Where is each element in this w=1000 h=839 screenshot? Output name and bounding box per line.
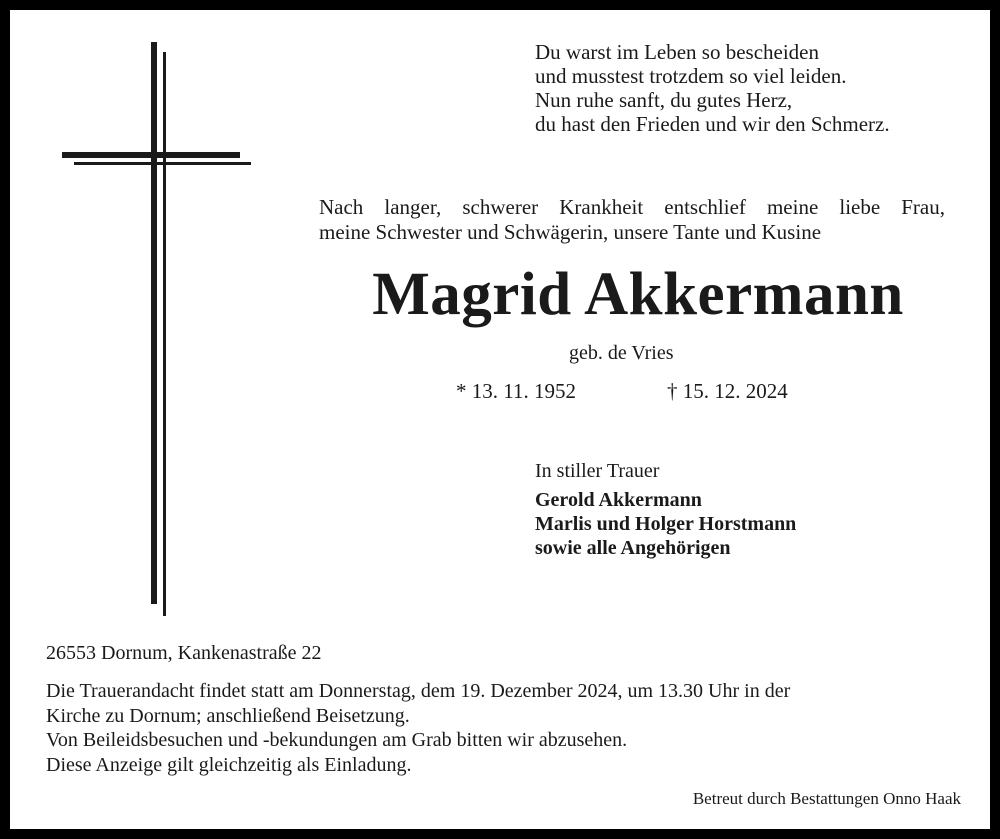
poem-line: du hast den Frieden und wir den Schmerz. bbox=[535, 112, 890, 136]
service-line: Von Beileidsbesuchen und -bekundungen am Grab bitten wir abzusehen. bbox=[46, 729, 628, 751]
mourner-name: Marlis und Holger Horstmann bbox=[535, 513, 797, 535]
birth-date: * 13. 11. 1952 bbox=[456, 379, 576, 403]
intro-line: Nach langer, schwerer Krankheit entschlief meine liebe Frau, bbox=[319, 195, 945, 219]
poem-line: Du warst im Leben so bescheiden bbox=[535, 40, 820, 64]
cross-vertical-line bbox=[163, 52, 166, 616]
memorial-poem bbox=[535, 40, 890, 136]
service-line: Diese Anzeige gilt gleichzeitig als Einladung. bbox=[46, 753, 412, 776]
death-date: † 15. 12. 2024 bbox=[667, 379, 788, 403]
cross-icon bbox=[62, 42, 254, 616]
mourner-name: sowie alle Angehörigen bbox=[535, 537, 731, 559]
poem-line: und musstest trotzdem so viel leiden. bbox=[535, 64, 847, 88]
intro-line: meine Schwester und Schwägerin, unsere Tante und Kusine bbox=[319, 220, 822, 244]
mourners-list bbox=[535, 488, 796, 560]
obituary-notice bbox=[10, 10, 990, 829]
cross-horizontal-bar bbox=[62, 152, 240, 158]
poem-line: Nun ruhe sanft, du gutes Herz, bbox=[535, 88, 793, 112]
service-line: Kirche zu Dornum; anschließend Beisetzung. bbox=[46, 704, 410, 727]
cross-vertical-bar bbox=[151, 42, 157, 604]
maiden-name: geb. de Vries bbox=[569, 342, 674, 364]
mourner-name: Gerold Akkermann bbox=[535, 489, 702, 511]
service-details bbox=[46, 679, 790, 777]
deceased-name: Magrid Akkermann bbox=[372, 261, 904, 328]
cross-horizontal-line bbox=[74, 162, 251, 165]
service-line: Die Trauerandacht findet statt am Donnerstag, dem 19. Dezember 2024, um 13.30 Uhr in der bbox=[46, 680, 791, 702]
mourning-heading: In stiller Trauer bbox=[535, 460, 660, 482]
family-address: 26553 Dornum, Kankenastraße 22 bbox=[46, 642, 322, 664]
undertaker-credit: Betreut durch Bestattungen Onno Haak bbox=[692, 789, 961, 808]
announcement-intro bbox=[319, 195, 945, 245]
